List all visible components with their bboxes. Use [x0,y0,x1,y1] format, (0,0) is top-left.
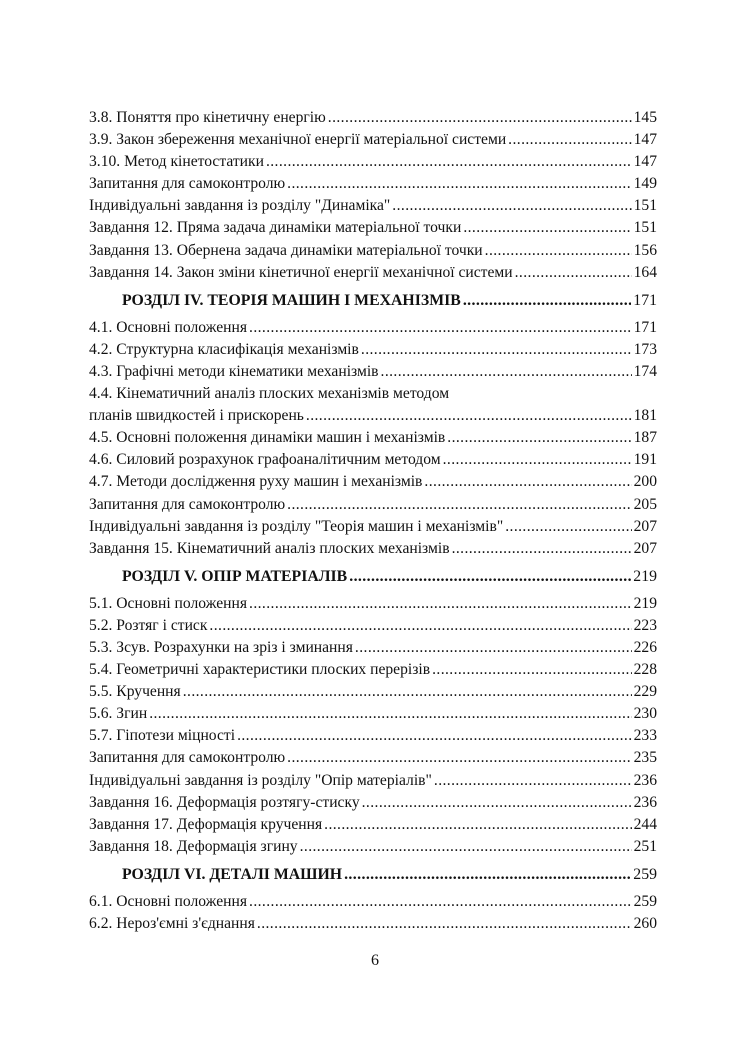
dot-leader [463,284,631,317]
toc-entry-title: 6.2. Нероз'ємні з'єднання [89,915,255,932]
toc-section-title: РОЗДІЛ IV. ТЕОРІЯ МАШИН І МЕХАНІЗМІВ [122,291,461,309]
toc-entry-title: Завдання 14. Закон зміни кінетичної енергії механічної системи [89,263,513,281]
toc-entry-title: 3.9. Закон збереження механічної енергії матеріальної системи [89,131,507,149]
dot-leader [463,217,631,239]
dot-leader [249,891,632,913]
dot-leader [209,615,631,637]
toc-entry-title: 4.3. Графічні методи кінематики механізмів [89,362,379,380]
toc-entry-page: 187 [633,429,657,447]
dot-leader [237,725,632,747]
toc-entry [89,836,657,858]
toc-entry-page: 228 [633,661,657,679]
toc-entry-page: 147 [633,153,657,171]
toc-section-heading [89,284,657,317]
toc-entry [89,814,657,836]
toc-entry-title: 4.1. Основні положення [89,318,248,336]
toc-entry-title: Запитання для самоконтролю [89,749,286,767]
toc-entry-page: 164 [633,263,657,281]
toc-section-heading [89,858,657,891]
dot-leader [257,913,632,935]
toc-entry-page: 223 [633,616,657,634]
toc-entry [89,593,657,615]
toc-entry [89,615,657,637]
toc-entry-page: 259 [633,865,657,883]
toc-entry-title: 5.4. Геометричні характеристики плоских перерізів [89,661,431,679]
toc-entry-page: 226 [633,638,657,656]
toc-entry-title: 5.2. Розтяг і стиск [89,616,208,634]
toc-entry-page: 151 [633,197,657,215]
toc-entry [89,913,657,935]
toc-entry-title: Завдання 15. Кінематичний аналіз плоских механізмів [89,539,450,557]
toc-entry-title: 3.10. Метод кінетостатики [89,153,264,171]
dot-leader [324,814,631,836]
toc-entry [89,538,657,560]
toc-entry [89,383,657,427]
toc-entry-page: 207 [633,539,657,557]
toc-entry [89,173,657,195]
toc-entry-page: 171 [633,318,657,336]
toc-entry [89,494,657,516]
dot-leader [452,538,632,560]
dot-leader [355,637,632,659]
dot-leader [362,792,632,814]
dot-leader [505,516,631,538]
toc-entry [89,427,657,449]
toc-entry-page: 229 [633,683,657,701]
toc-entry-title: 5.7. Гіпотези міцності [89,727,236,745]
toc-entry-title: 4.6. Силовий розрахунок графоаналітичним методом [89,451,441,469]
toc-entry [89,681,657,703]
toc-entry-page: 259 [633,892,657,910]
toc-entry-title: Завдання 12. Пряма задача динаміки матеріальної точки [89,219,462,237]
toc-entry [89,637,657,659]
toc-section-title: РОЗДІЛ VI. ДЕТАЛІ МАШИН [122,865,343,883]
dot-leader [485,240,632,262]
toc-entry-title: 5.1. Основні положення [89,594,248,612]
toc-entry-page: 207 [633,517,657,535]
toc-entry-title-continued: планів швидкостей і прискорень [89,407,304,425]
toc-entry-page: 244 [633,815,657,833]
toc-entry-page: 145 [633,109,657,126]
toc-entry-title: 6.1. Основні положення [89,892,248,910]
dot-leader [447,427,631,449]
toc-entry [89,151,657,173]
toc-entry [89,339,657,361]
toc-entry-page: 174 [633,362,657,380]
toc-section-title: РОЗДІЛ V. ОПІР МАТЕРІАЛІВ [122,567,348,585]
toc-entry [89,770,657,792]
dot-leader [266,151,632,173]
dot-leader [361,339,632,361]
dot-leader [424,471,631,493]
dot-leader [381,361,632,383]
dot-leader [392,195,631,217]
toc-entry-page: 149 [633,175,657,193]
toc-entry-page: 219 [633,594,657,612]
toc-entry-title: 4.5. Основні положення динаміки машин і механізмів [89,429,446,447]
toc-entry-page: 230 [633,705,657,723]
dot-leader [508,129,631,151]
dot-leader [287,173,631,195]
toc-entry [89,659,657,681]
toc-entry-title: 3.8. Поняття про кінетичну енергію [89,109,326,126]
dot-leader [432,659,632,681]
toc-entry-page: 200 [633,473,657,491]
toc-entry-page: 191 [633,451,657,469]
dot-leader [287,747,631,769]
dot-leader [434,770,632,792]
toc-entry-title: 5.6. Згин [89,705,148,723]
toc-entry [89,449,657,471]
toc-entry [89,217,657,239]
dot-leader [349,560,631,593]
toc-entry-title: Завдання 13. Обернена задача динаміки матеріальної точки [89,241,483,259]
toc-entry-title: Індивідуальні завдання із розділу "Динаміка" [89,197,391,215]
toc-entry-title: Запитання для самоконтролю [89,175,286,193]
toc-entry-title: Завдання 17. Деформація кручення [89,815,323,833]
toc-entry-title: Індивідуальні завдання із розділу "Теорія машин і механізмів" [89,517,504,535]
toc-entry-page: 147 [633,131,657,149]
toc-entry [89,891,657,913]
toc-entry-title: Запитання для самоконтролю [89,495,286,513]
toc-entry-page: 171 [633,291,657,309]
toc-entry [89,240,657,262]
dot-leader [443,449,632,471]
dot-leader [344,858,631,891]
toc-entry [89,792,657,814]
toc-entry [89,107,657,129]
dot-leader [149,703,631,725]
toc-entry [89,129,657,151]
toc-entry [89,471,657,493]
toc-entry-title: Індивідуальні завдання із розділу "Опір матеріалів" [89,771,432,789]
toc-entry-page: 236 [633,771,657,789]
toc-section-heading [89,560,657,593]
dot-leader [249,593,632,615]
toc-entry-page: 251 [633,837,657,855]
toc-entry-title: 4.4. Кінематичний аналіз плоских механізмів методом [89,385,450,403]
toc-entry [89,195,657,217]
toc-entry-title: 4.2. Структурна класифікація механізмів [89,340,359,358]
toc-entry [89,317,657,339]
toc-entry-page: 235 [633,749,657,767]
dot-leader [183,681,632,703]
toc-entry-title: 5.3. Зсув. Розрахунки на зріз і зминання [89,638,353,656]
toc-entry-title: Завдання 16. Деформація розтягу-стиску [89,793,360,811]
toc-entry-page: 233 [633,727,657,745]
toc-entry [89,516,657,538]
toc-entry-page: 219 [633,567,657,585]
dot-leader [306,405,632,427]
toc-entry [89,361,657,383]
toc-entry-title: 5.5. Кручення [89,683,181,701]
table-of-contents [89,107,657,935]
toc-entry [89,703,657,725]
dot-leader [300,836,632,858]
dot-leader [287,494,631,516]
toc-entry-page: 205 [633,495,657,513]
dot-leader [328,107,632,129]
dot-leader [249,317,632,339]
toc-entry-page: 156 [633,241,657,259]
page-number: 6 [371,952,379,969]
toc-entry [89,747,657,769]
toc-entry-title: 4.7. Методи дослідження руху машин і механізмів [89,473,423,491]
toc-entry-title: Завдання 18. Деформація згину [89,837,298,855]
dot-leader [515,262,632,284]
toc-entry [89,262,657,284]
toc-entry-page: 173 [633,340,657,358]
toc-entry-page: 151 [633,219,657,237]
toc-entry-page: 260 [633,915,657,932]
toc-entry-page: 181 [633,407,657,425]
toc-entry [89,725,657,747]
toc-entry-page: 236 [633,793,657,811]
